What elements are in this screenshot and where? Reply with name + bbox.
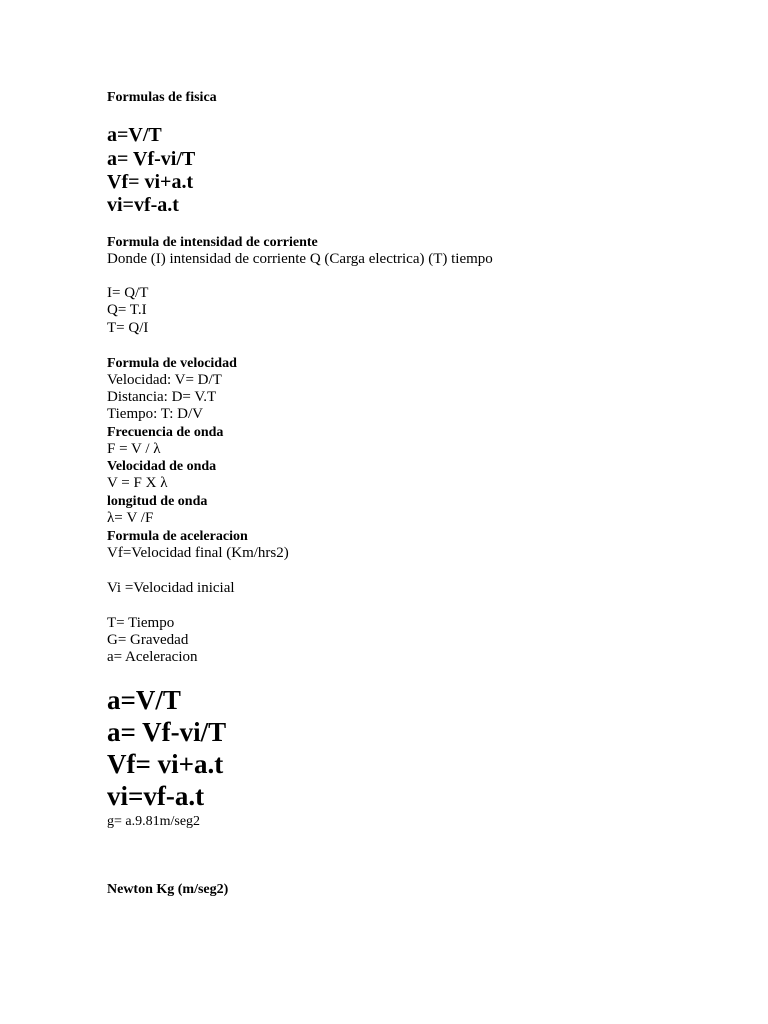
current-formula-1: I= Q/T (107, 285, 149, 301)
wave-frequency-formula: F = V / λ (107, 441, 161, 457)
velocity-formula: Velocidad: V= D/T (107, 372, 222, 388)
formula-small-2: a= Vf-vi/T (107, 148, 196, 170)
acceleration-heading: Formula de aceleracion (107, 529, 248, 544)
wavelength-heading: longitud de onda (107, 494, 208, 509)
velocity-heading: Formula de velocidad (107, 356, 237, 371)
initial-velocity-definition: Vi =Velocidad inicial (107, 580, 235, 596)
current-formula-3: T= Q/I (107, 320, 149, 336)
document-title: Formulas de fisica (107, 90, 217, 105)
wavelength-formula: λ= V /F (107, 510, 154, 526)
distance-formula: Distancia: D= V.T (107, 389, 217, 405)
wave-frequency-heading: Frecuencia de onda (107, 425, 224, 440)
formula-large-1: a=V/T (107, 685, 181, 715)
current-heading: Formula de intensidad de corriente (107, 235, 318, 250)
wave-velocity-heading: Velocidad de onda (107, 459, 217, 474)
formula-large-2: a= Vf-vi/T (107, 717, 227, 747)
newton-unit: Newton Kg (m/seg2) (107, 882, 229, 897)
current-formula-2: Q= T.I (107, 302, 147, 318)
time-definition: T= Tiempo (107, 615, 175, 631)
formula-small-3: Vf= vi+a.t (107, 171, 194, 193)
current-description: Donde (I) intensidad de corriente Q (Carga electrica) (T) tiempo (107, 251, 493, 267)
formula-large-4: vi=vf-a.t (107, 781, 205, 811)
final-velocity-definition: Vf=Velocidad final (Km/hrs2) (107, 545, 289, 561)
formula-small-4: vi=vf-a.t (107, 194, 179, 216)
gravity-note: g= a.9.81m/seg2 (107, 814, 201, 829)
formula-large-3: Vf= vi+a.t (107, 749, 224, 779)
gravity-definition: G= Gravedad (107, 632, 189, 648)
wave-velocity-formula: V = F X λ (107, 475, 168, 491)
acceleration-definition: a= Aceleracion (107, 649, 198, 665)
time-formula: Tiempo: T: D/V (107, 406, 203, 422)
formula-small-1: a=V/T (107, 124, 162, 146)
